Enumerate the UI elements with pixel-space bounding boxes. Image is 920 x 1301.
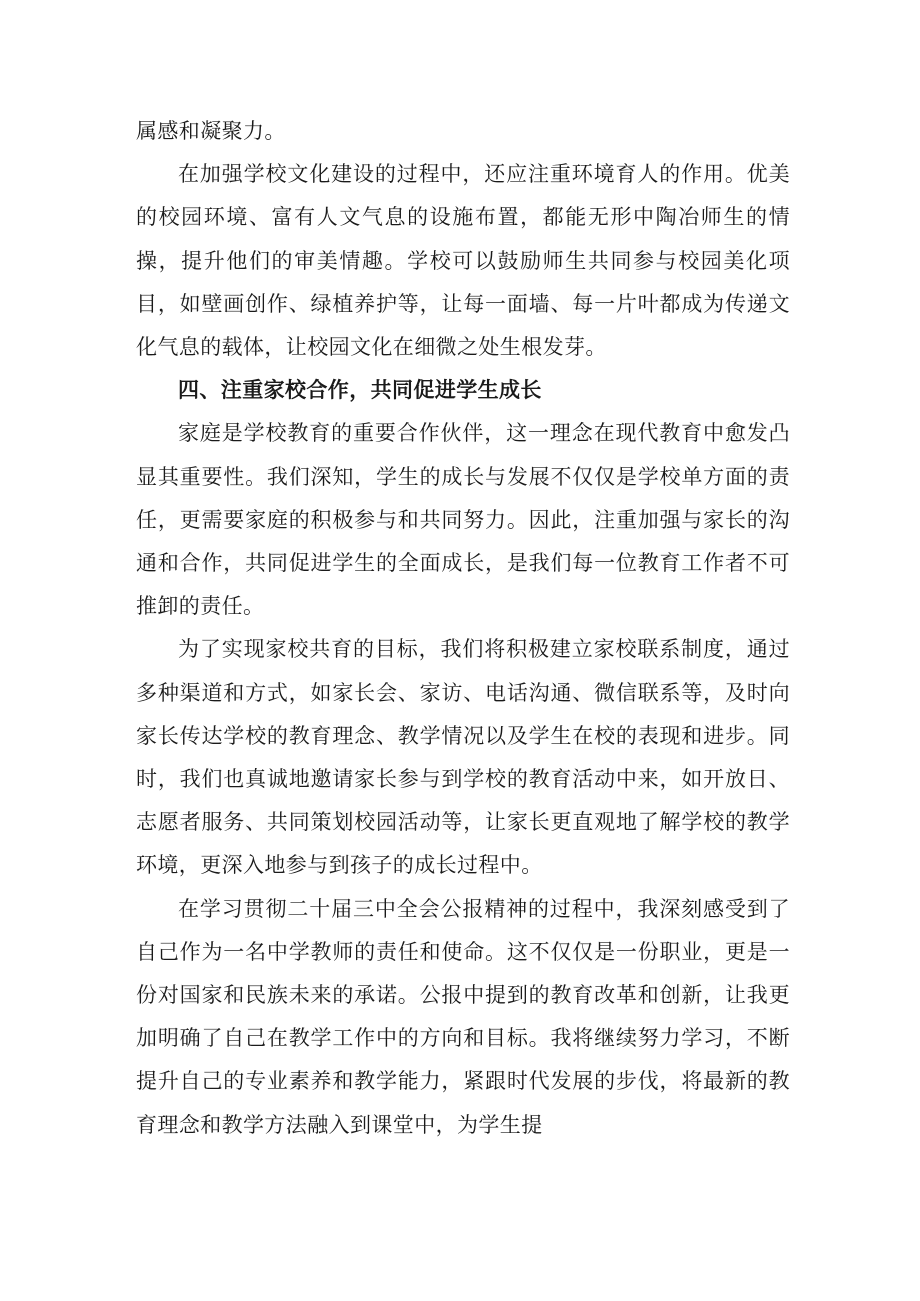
document-body (136, 110, 790, 1147)
paragraph-home-school: 为了实现家校共育的目标，我们将积极建立家校联系制度，通过多种渠道和方式，如家长会、家访、电话沟通、微信联系等，及时向家长传达学校的教育理念、教学情况以及学生在校的表现和进步。同时，我们也真诚地邀请家长参与到学校的教育活动中来，如开放日、志愿者服务、共同策划校园活动等，让家长更直观地了解学校的教学环境，更深入地参与到孩子的成长过程中。 (136, 637, 790, 878)
paragraph-continuation: 属感和凝聚力。 (136, 119, 286, 143)
paragraph-reflection: 在学习贯彻二十届三中全会公报精神的过程中，我深刻感受到了自己作为一名中学教师的责任和使命。这不仅仅是一份职业，更是一份对国家和民族未来的承诺。公报中提到的教育改革和创新，让我更加明确了自己在教学工作中的方向和目标。我将继续努力学习，不断提升自己的专业素养和教学能力，紧跟时代发展的步伐，将最新的教育理念和教学方法融入到课堂中，为学生提 (136, 896, 790, 1137)
paragraph-environment: 在加强学校文化建设的过程中，还应注重环境育人的作用。优美的校园环境、富有人文气息的设施布置，都能无形中陶冶师生的情操，提升他们的审美情趣。学校可以鼓励师生共同参与校园美化项目，如壁画创作、绿植养护等，让每一面墙、每一片叶都成为传递文化气息的载体，让校园文化在细微之处生根发芽。 (136, 162, 790, 360)
section-heading: 四、注重家校合作，共同促进学生成长 (178, 378, 542, 403)
paragraph-family-partner: 家庭是学校教育的重要合作伙伴，这一理念在现代教育中愈发凸显其重要性。我们深知，学生的成长与发展不仅仅是学校单方面的责任，更需要家庭的积极参与和共同努力。因此，注重加强与家长的沟通和合作，共同促进学生的全面成长，是我们每一位教育工作者不可推卸的责任。 (136, 421, 790, 619)
